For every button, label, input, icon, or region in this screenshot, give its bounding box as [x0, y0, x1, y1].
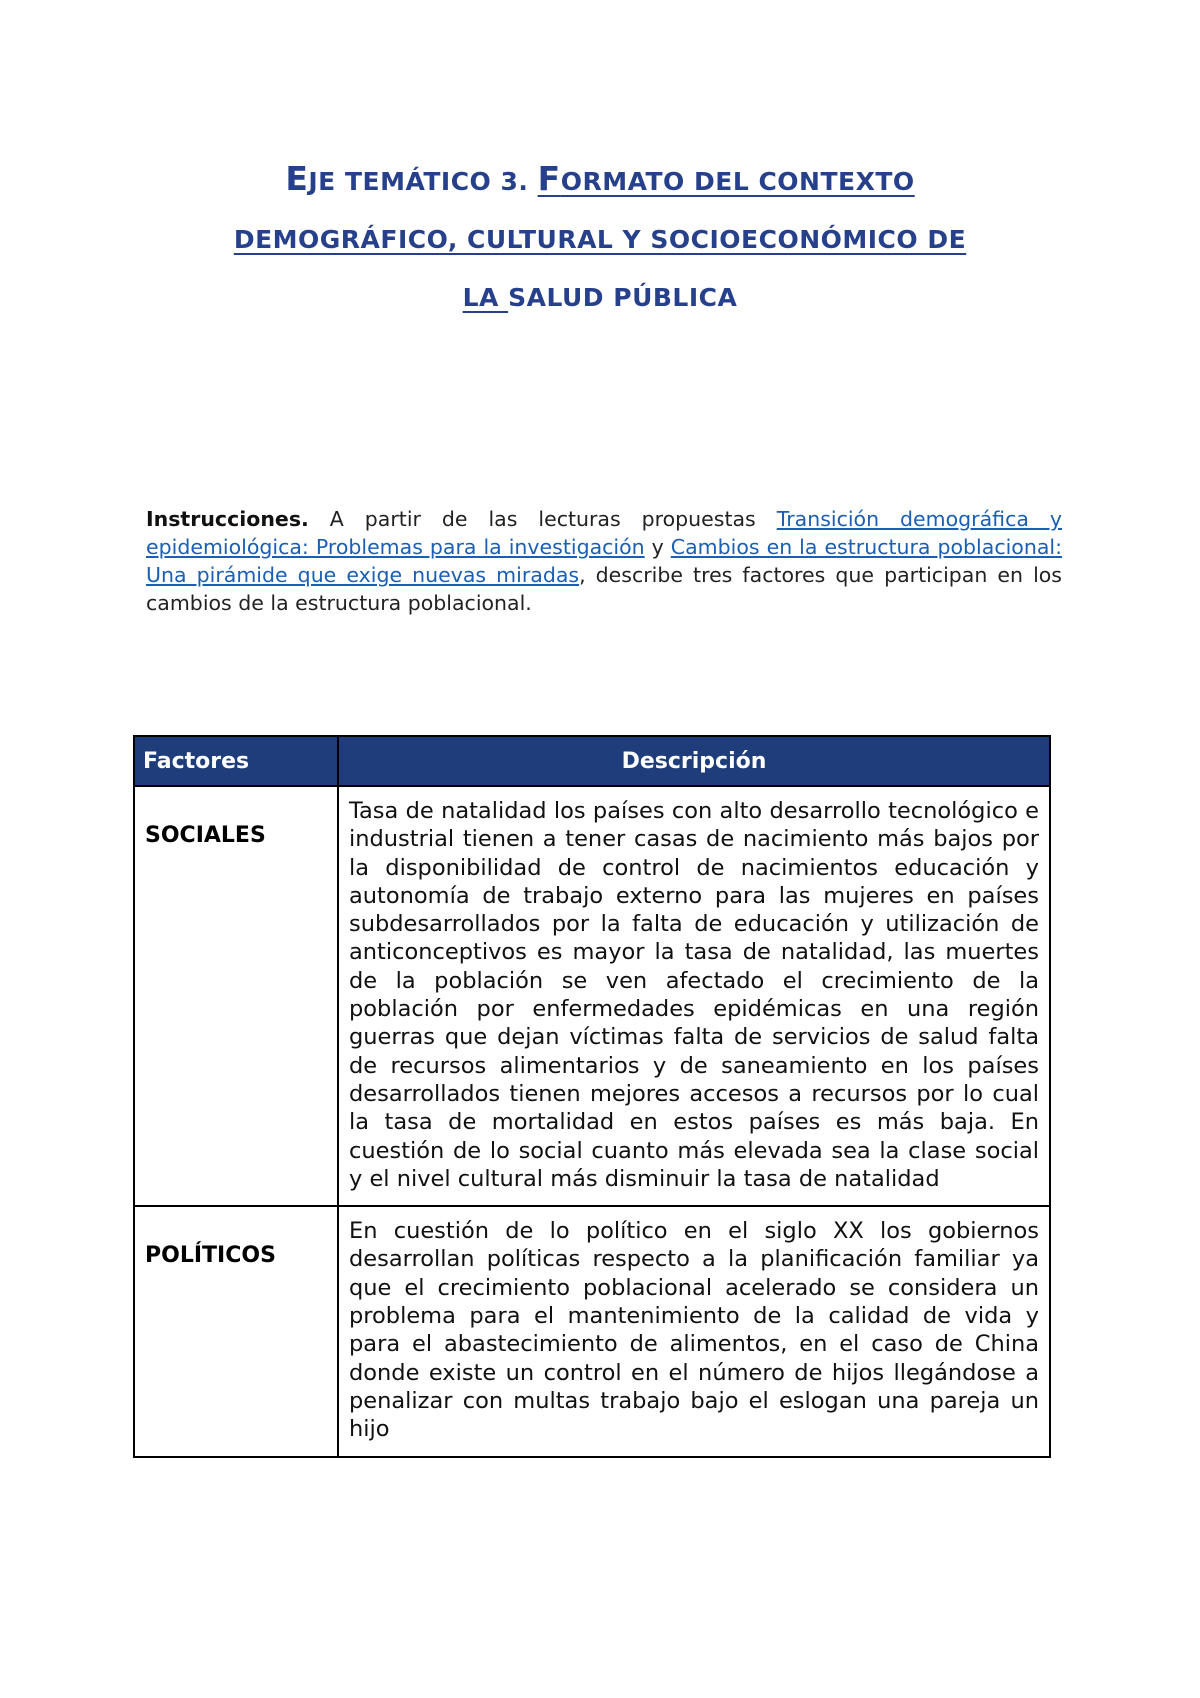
- page-title: [140, 150, 1060, 327]
- instructions-text-end: , describe tres factores que participan en los cambios de la estructura poblacional.: [146, 562, 1062, 615]
- instructions-text: A partir de las lecturas propuestas: [308, 506, 777, 531]
- table-header-row: [134, 736, 1050, 786]
- table-row: [134, 786, 1050, 1206]
- factors-table: [133, 735, 1051, 1458]
- reading-link-cambios[interactable]: Cambios en la estructura poblacional: Una pirámide que exige nuevas miradas: [146, 534, 1062, 587]
- description-politicos: En cuestión de lo político en el siglo XX los gobiernos desarrollan políticas respecto a la planificación familiar ya que el crecimiento poblacional acelerado se considera un problema para el mantenimiento de la calidad de vida y para el abastecimiento de alimentos, en el caso de China donde existe un control en el número de hijos llegándose a penalizar con multas trabajo bajo el eslogan una pareja un hijo: [338, 1206, 1050, 1456]
- title-suffix: SALUD PÚBLICA: [508, 283, 738, 312]
- table-row: [134, 1206, 1050, 1456]
- title-prefix: EJE TEMÁTICO 3.: [285, 159, 529, 198]
- instructions-connector: y: [644, 534, 671, 559]
- factor-politicos: POLÍTICOS: [134, 1206, 338, 1456]
- header-factores: Factores: [134, 736, 338, 786]
- header-descripcion: Descripción: [338, 736, 1050, 786]
- reading-link-transicion[interactable]: Transición demográfica y epidemiológica: Problemas para la investigación: [146, 506, 1063, 559]
- title-link[interactable]: FORMATO DEL CONTEXTO DEMOGRÁFICO, CULTURAL Y SOCIOECONÓMICO DE LA: [233, 159, 967, 312]
- factor-sociales: SOCIALES: [134, 786, 338, 1206]
- description-sociales: Tasa de natalidad los países con alto desarrollo tecnológico e industrial tienen a tener casas de nacimiento más bajos por la disponibilidad de control de nacimientos educación y autonomía de trabajo externo para las mujeres en países subdesarrollados por la falta de educación y utilización de anticonceptivos es mayor la tasa de natalidad, las muertes de la población se ven afectado el crecimiento de la población por enfermedades epidémicas en una región guerras que dejan víctimas falta de servicios de salud falta de recursos alimentarios y de saneamiento en los países desarrollados tienen mejores accesos a recursos por lo cual la tasa de mortalidad en estos países es más baja. En cuestión de lo social cuanto más elevada sea la clase social y el nivel cultural más disminuir la tasa de natalidad: [338, 786, 1050, 1206]
- instructions-paragraph: [146, 505, 1062, 617]
- instructions-lead: Instrucciones.: [146, 506, 309, 531]
